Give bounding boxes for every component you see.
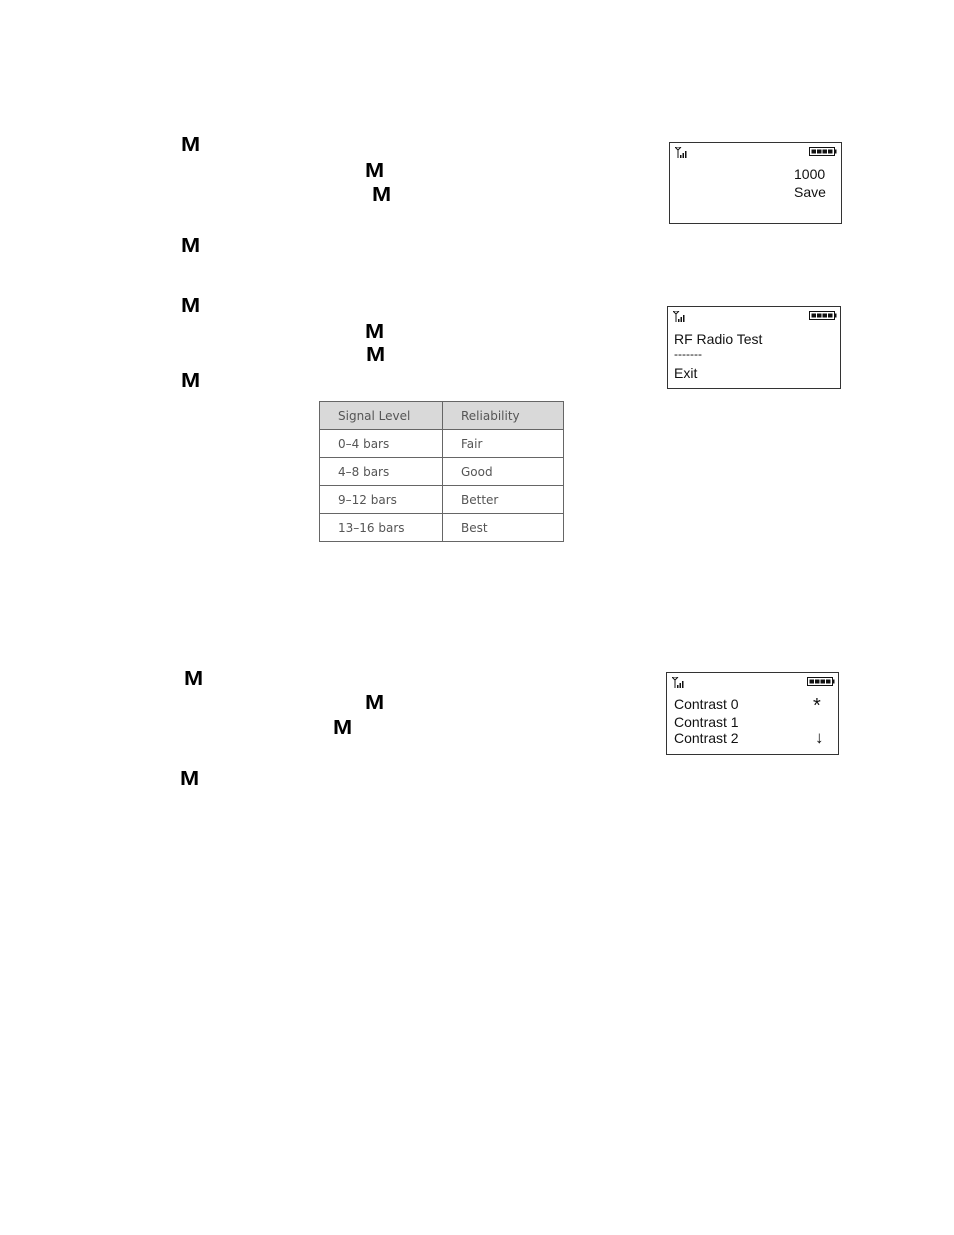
lcd-separator: -------	[674, 347, 702, 361]
menu-key-glyph: M	[333, 717, 353, 739]
lcd-value: 1000	[794, 166, 826, 182]
signal-level-cell: 0–4 bars	[320, 430, 443, 458]
antenna-signal-icon	[673, 311, 685, 322]
lcd-save-option: Save	[794, 184, 826, 200]
reliability-cell: Good	[443, 458, 564, 486]
table-row	[320, 430, 564, 458]
menu-key-glyph: M	[365, 160, 385, 182]
battery-full-icon	[807, 677, 835, 686]
reliability-cell: Fair	[443, 430, 564, 458]
menu-key-glyph: M	[181, 295, 201, 317]
battery-full-icon	[809, 147, 837, 156]
menu-key-glyph: M	[365, 321, 385, 343]
menu-key-glyph: M	[181, 370, 201, 392]
signal-level-cell: 9–12 bars	[320, 486, 443, 514]
lcd-title: RF Radio Test	[674, 331, 763, 347]
signal-level-cell: 13–16 bars	[320, 514, 443, 542]
table-row	[320, 486, 564, 514]
table-row	[320, 514, 564, 542]
selected-marker: *	[813, 695, 821, 717]
contrast-option: Contrast 0	[674, 696, 739, 712]
scroll-down-arrow-icon: ↓	[815, 728, 824, 747]
column-header: Signal Level	[320, 402, 443, 430]
signal-reliability-table	[319, 401, 564, 542]
menu-key-glyph: M	[372, 184, 392, 206]
table-header-row	[320, 402, 564, 430]
reliability-cell: Better	[443, 486, 564, 514]
column-header: Reliability	[443, 402, 564, 430]
menu-key-glyph: M	[366, 344, 386, 366]
menu-key-glyph: M	[184, 668, 204, 690]
signal-level-cell: 4–8 bars	[320, 458, 443, 486]
lcd-screen-rf-test	[667, 306, 841, 389]
antenna-signal-icon	[672, 677, 684, 688]
menu-key-glyph: M	[180, 768, 200, 790]
menu-key-glyph: M	[181, 235, 201, 257]
lcd-screen-save	[669, 142, 842, 224]
menu-key-glyph: M	[181, 134, 201, 156]
menu-key-glyph: M	[365, 692, 385, 714]
reliability-cell: Best	[443, 514, 564, 542]
contrast-option: Contrast 2	[674, 730, 739, 746]
battery-full-icon	[809, 311, 837, 320]
lcd-exit-option: Exit	[674, 365, 698, 381]
lcd-screen-contrast	[666, 672, 839, 755]
table-row	[320, 458, 564, 486]
contrast-option: Contrast 1	[674, 714, 739, 730]
antenna-signal-icon	[675, 147, 687, 158]
